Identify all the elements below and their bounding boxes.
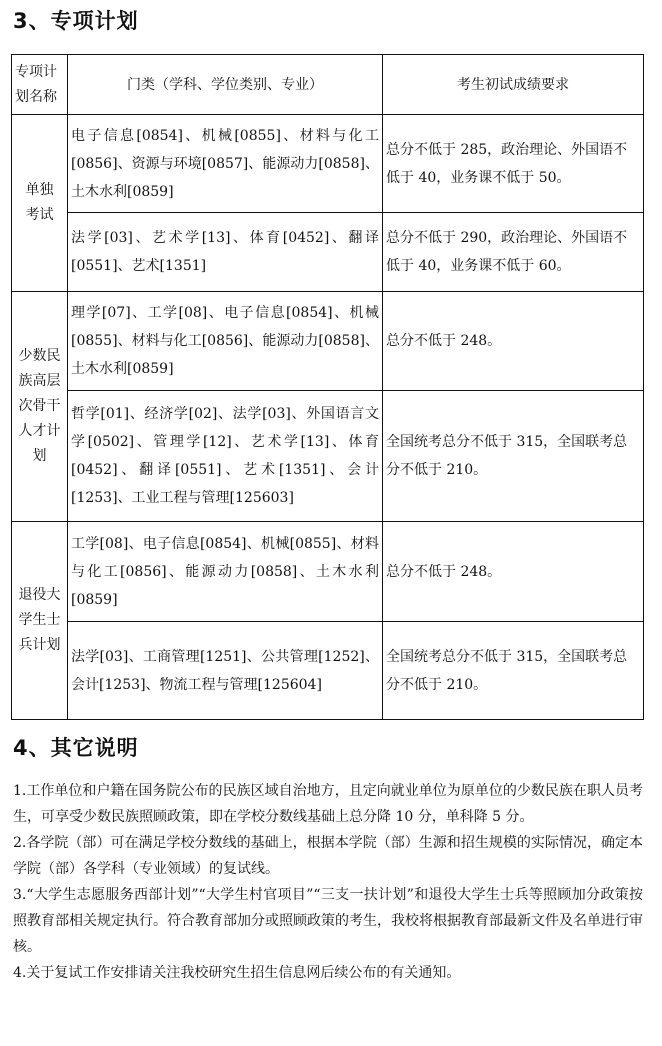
requirement-cell: 全国统考总分不低于 315，全国联考总分不低于 210。 xyxy=(383,622,644,720)
category-cell: 工学[08]、电子信息[0854]、机械[0855]、材料与化工[0856]、能源动力[0858]、土木水利[0859] xyxy=(68,522,383,622)
category-cell: 哲学[01]、经济学[02]、法学[03]、外国语言文学[0502]、管理学[12]、艺术学[13]、体育[0452]、翻译[0551]、艺术[1351]、会计[1253]、工业工程与管理[125603] xyxy=(68,391,383,522)
plan-name-cell: 单独考试 xyxy=(12,115,68,292)
category-cell: 法学[03]、工商管理[1251]、公共管理[1252]、会计[1253]、物流工程与管理[125604] xyxy=(68,622,383,720)
plan-name-cell: 退役大学生士兵计划 xyxy=(12,522,68,720)
requirement-cell: 全国统考总分不低于 315，全国联考总分不低于 210。 xyxy=(383,391,644,522)
category-cell: 理学[07]、工学[08]、电子信息[0854]、机械[0855]、材料与化工[0856]、能源动力[0858]、土木水利[0859] xyxy=(68,292,383,391)
section-4-heading: 4、其它说明 xyxy=(13,736,139,760)
header-requirement: 考生初试成绩要求 xyxy=(383,55,644,115)
requirement-cell: 总分不低于 285，政治理论、外国语不低于 40，业务课不低于 50。 xyxy=(383,115,644,213)
requirement-cell: 总分不低于 248。 xyxy=(383,292,644,391)
header-plan-name: 专项计划名称 xyxy=(12,55,68,115)
category-cell: 法学[03]、艺术学[13]、体育[0452]、翻译[0551]、艺术[1351] xyxy=(68,213,383,292)
requirement-cell: 总分不低于 248。 xyxy=(383,522,644,622)
note-item: 1.工作单位和户籍在国务院公布的民族区域自治地方，且定向就业单位为原单位的少数民族在职人员考生，可享受少数民族照顾政策，即在学校分数线基础上总分降 10 分，单科降 5 分。 xyxy=(13,783,643,825)
table-header-row xyxy=(12,55,644,115)
table-row xyxy=(12,292,644,391)
note-item: 4.关于复试工作安排请关注我校研究生招生信息网后续公布的有关通知。 xyxy=(13,965,461,981)
table-row xyxy=(12,622,644,720)
table-row xyxy=(12,522,644,622)
plan-name-cell: 少数民族高层次骨干人才计划 xyxy=(12,292,68,522)
table-row xyxy=(12,213,644,292)
table-row xyxy=(12,115,644,213)
category-cell: 电子信息[0854]、机械[0855]、材料与化工[0856]、资源与环境[0857]、能源动力[0858]、土木水利[0859] xyxy=(68,115,383,213)
note-item: 3.“大学生志愿服务西部计划”“大学生村官项目”“三支一扶计划”和退役大学生士兵等照顾加分政策按照教育部相关规定执行。符合教育部加分或照顾政策的考生，我校将根据教育部最新文件及名单进行审核。 xyxy=(13,887,643,955)
header-category: 门类（学科、学位类别、专业） xyxy=(68,55,383,115)
requirement-cell: 总分不低于 290，政治理论、外国语不低于 40，业务课不低于 60。 xyxy=(383,213,644,292)
notes-list xyxy=(13,778,643,986)
special-plan-table xyxy=(11,54,644,720)
section-3-heading: 3、专项计划 xyxy=(13,9,139,33)
note-item: 2.各学院（部）可在满足学校分数线的基础上，根据本学院（部）生源和招生规模的实际情况，确定本学院（部）各学科（专业领域）的复试线。 xyxy=(13,835,643,877)
table-row xyxy=(12,391,644,522)
